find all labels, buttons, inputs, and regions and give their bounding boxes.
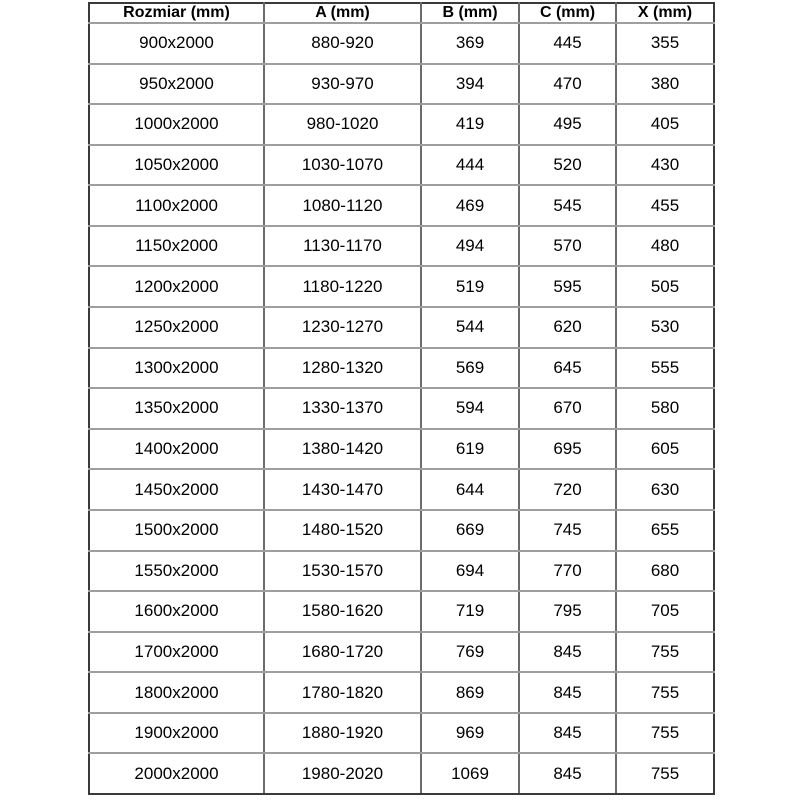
table-cell: 900x2000 xyxy=(89,23,264,64)
table-row xyxy=(89,348,714,389)
table-cell: 355 xyxy=(616,23,714,64)
table-cell: 720 xyxy=(519,469,616,510)
table-cell: 605 xyxy=(616,429,714,470)
column-header-x: X (mm) xyxy=(616,3,714,23)
table-row xyxy=(89,632,714,673)
table-cell: 1450x2000 xyxy=(89,469,264,510)
table-cell: 1250x2000 xyxy=(89,307,264,348)
table-cell: 495 xyxy=(519,104,616,145)
table-cell: 1050x2000 xyxy=(89,145,264,186)
table-cell: 694 xyxy=(421,551,519,592)
table-cell: 705 xyxy=(616,591,714,632)
table-row xyxy=(89,713,714,754)
table-row xyxy=(89,429,714,470)
table-cell: 555 xyxy=(616,348,714,389)
table-cell: 670 xyxy=(519,388,616,429)
table-cell: 394 xyxy=(421,64,519,105)
table-cell: 1030-1070 xyxy=(264,145,421,186)
table-row xyxy=(89,551,714,592)
table-cell: 620 xyxy=(519,307,616,348)
table-cell: 755 xyxy=(616,672,714,713)
table-header xyxy=(89,3,714,23)
table-cell: 695 xyxy=(519,429,616,470)
table-cell: 1680-1720 xyxy=(264,632,421,673)
table-cell: 419 xyxy=(421,104,519,145)
table-cell: 1130-1170 xyxy=(264,226,421,267)
table-cell: 1080-1120 xyxy=(264,185,421,226)
table-cell: 1580-1620 xyxy=(264,591,421,632)
table-cell: 770 xyxy=(519,551,616,592)
table-cell: 1200x2000 xyxy=(89,266,264,307)
table-cell: 719 xyxy=(421,591,519,632)
table-cell: 755 xyxy=(616,753,714,794)
table-cell: 1980-2020 xyxy=(264,753,421,794)
table-row xyxy=(89,23,714,64)
table-row xyxy=(89,753,714,794)
table-cell: 869 xyxy=(421,672,519,713)
table-cell: 745 xyxy=(519,510,616,551)
table-cell: 1150x2000 xyxy=(89,226,264,267)
table-cell: 380 xyxy=(616,64,714,105)
table-cell: 630 xyxy=(616,469,714,510)
table-cell: 950x2000 xyxy=(89,64,264,105)
table-cell: 845 xyxy=(519,632,616,673)
table-cell: 469 xyxy=(421,185,519,226)
table-cell: 520 xyxy=(519,145,616,186)
table-cell: 1180-1220 xyxy=(264,266,421,307)
table-header-row xyxy=(89,3,714,23)
table-row xyxy=(89,226,714,267)
table-cell: 569 xyxy=(421,348,519,389)
table-cell: 619 xyxy=(421,429,519,470)
table-cell: 1900x2000 xyxy=(89,713,264,754)
table-cell: 369 xyxy=(421,23,519,64)
table-cell: 480 xyxy=(616,226,714,267)
table-row xyxy=(89,591,714,632)
table-cell: 505 xyxy=(616,266,714,307)
table-row xyxy=(89,185,714,226)
table-cell: 930-970 xyxy=(264,64,421,105)
table-cell: 595 xyxy=(519,266,616,307)
table-cell: 880-920 xyxy=(264,23,421,64)
table-cell: 445 xyxy=(519,23,616,64)
table-cell: 680 xyxy=(616,551,714,592)
table-row xyxy=(89,469,714,510)
table-cell: 795 xyxy=(519,591,616,632)
table-cell: 669 xyxy=(421,510,519,551)
table-cell: 1530-1570 xyxy=(264,551,421,592)
table-row xyxy=(89,64,714,105)
table-cell: 594 xyxy=(421,388,519,429)
column-header-b: B (mm) xyxy=(421,3,519,23)
size-table xyxy=(88,2,715,795)
table-cell: 645 xyxy=(519,348,616,389)
table-cell: 1380-1420 xyxy=(264,429,421,470)
table-cell: 530 xyxy=(616,307,714,348)
table-cell: 845 xyxy=(519,713,616,754)
table-cell: 545 xyxy=(519,185,616,226)
table-cell: 580 xyxy=(616,388,714,429)
table-cell: 1100x2000 xyxy=(89,185,264,226)
table-cell: 1000x2000 xyxy=(89,104,264,145)
table-row xyxy=(89,388,714,429)
table-cell: 969 xyxy=(421,713,519,754)
table-cell: 1069 xyxy=(421,753,519,794)
table-cell: 544 xyxy=(421,307,519,348)
table-row xyxy=(89,510,714,551)
table-body xyxy=(89,23,714,794)
table-cell: 470 xyxy=(519,64,616,105)
table-cell: 1480-1520 xyxy=(264,510,421,551)
table-cell: 2000x2000 xyxy=(89,753,264,794)
table-cell: 430 xyxy=(616,145,714,186)
table-cell: 519 xyxy=(421,266,519,307)
table-cell: 1780-1820 xyxy=(264,672,421,713)
table-cell: 980-1020 xyxy=(264,104,421,145)
table-cell: 570 xyxy=(519,226,616,267)
table-cell: 1230-1270 xyxy=(264,307,421,348)
table-cell: 1880-1920 xyxy=(264,713,421,754)
table-cell: 1300x2000 xyxy=(89,348,264,389)
table-cell: 405 xyxy=(616,104,714,145)
table-row xyxy=(89,672,714,713)
table-cell: 1500x2000 xyxy=(89,510,264,551)
table-cell: 444 xyxy=(421,145,519,186)
table-cell: 494 xyxy=(421,226,519,267)
table-row xyxy=(89,145,714,186)
table-cell: 845 xyxy=(519,672,616,713)
table-cell: 845 xyxy=(519,753,616,794)
table-cell: 1330-1370 xyxy=(264,388,421,429)
table-cell: 769 xyxy=(421,632,519,673)
table-cell: 655 xyxy=(616,510,714,551)
table-row xyxy=(89,266,714,307)
table-cell: 644 xyxy=(421,469,519,510)
table-cell: 1600x2000 xyxy=(89,591,264,632)
table-row xyxy=(89,307,714,348)
table-cell: 1550x2000 xyxy=(89,551,264,592)
table-row xyxy=(89,104,714,145)
table-cell: 1430-1470 xyxy=(264,469,421,510)
table-cell: 455 xyxy=(616,185,714,226)
column-header-a: A (mm) xyxy=(264,3,421,23)
table-cell: 1280-1320 xyxy=(264,348,421,389)
column-header-rozmiar: Rozmiar (mm) xyxy=(89,3,264,23)
table-cell: 1800x2000 xyxy=(89,672,264,713)
table-cell: 755 xyxy=(616,632,714,673)
table-cell: 1700x2000 xyxy=(89,632,264,673)
table-cell: 1400x2000 xyxy=(89,429,264,470)
table-cell: 1350x2000 xyxy=(89,388,264,429)
column-header-c: C (mm) xyxy=(519,3,616,23)
table-cell: 755 xyxy=(616,713,714,754)
